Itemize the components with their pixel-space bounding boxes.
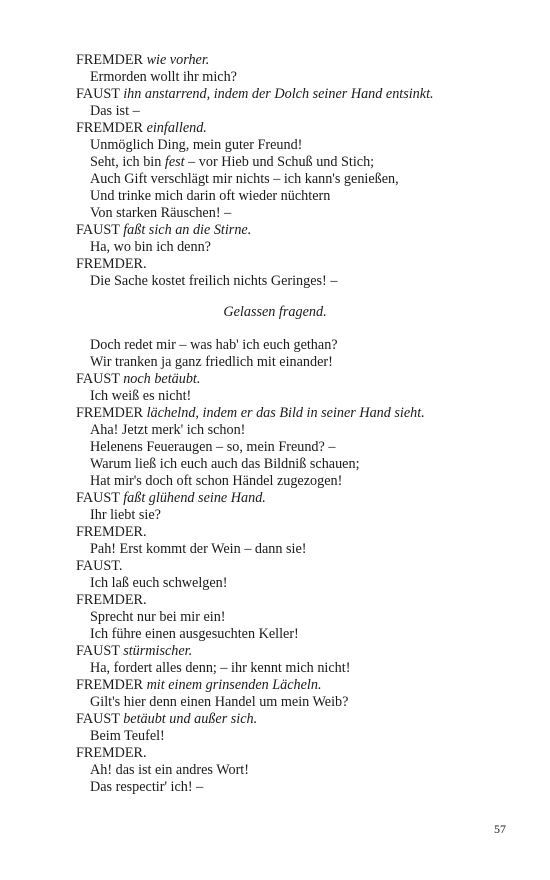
- page-number: 57: [494, 822, 506, 836]
- verse-line: Und trinke mich darin oft wieder nüchtern: [90, 188, 331, 204]
- centered-stage-direction: Gelassen fragend.: [223, 304, 327, 320]
- speaker-line: [76, 711, 257, 728]
- speaker-line: [76, 86, 434, 103]
- verse-line: Ihr liebt sie?: [90, 507, 161, 523]
- stage-direction: ihn anstarrend, indem der Dolch seiner Hand entsinkt.: [123, 86, 434, 102]
- speaker-name: FREMDER: [76, 405, 144, 421]
- verse-line: Das respectir' ich! –: [90, 779, 204, 795]
- speaker-name: FAUST: [76, 86, 120, 102]
- verse-line: Ha, fordert alles denn; – ihr kennt mich nicht!: [90, 660, 351, 676]
- speaker-name: FREMDER: [76, 677, 144, 693]
- speaker-line: [76, 558, 122, 575]
- speaker-line: [76, 222, 251, 239]
- speaker-name: FAUST: [76, 643, 120, 659]
- verse-line: Ermorden wollt ihr mich?: [90, 69, 237, 85]
- verse-line: Die Sache kostet freilich nichts Geringes! –: [90, 273, 338, 289]
- verse-line: Doch redet mir – was hab' ich euch gethan?: [90, 337, 338, 353]
- verse-text: – vor Hieb und Schuß und Stich;: [184, 154, 375, 170]
- stage-direction: wie vorher.: [146, 52, 210, 68]
- speaker-name: FREMDER.: [76, 592, 147, 608]
- speaker-line: [76, 592, 147, 609]
- stage-direction: noch betäubt.: [123, 371, 201, 387]
- stage-direction: stürmischer.: [123, 643, 193, 659]
- stage-direction: mit einem grinsenden Lächeln.: [146, 677, 322, 693]
- speaker-line: [76, 490, 266, 507]
- speaker-name: FAUST: [76, 490, 120, 506]
- emphasized-word: fest: [164, 154, 185, 170]
- verse-line: Ich weiß es nicht!: [90, 388, 192, 404]
- speaker-line: [76, 745, 147, 762]
- stage-direction: einfallend.: [146, 120, 207, 136]
- speaker-line: [76, 52, 209, 69]
- verse-text: Seht, ich bin: [90, 154, 165, 170]
- speaker-name: FREMDER: [76, 52, 144, 68]
- verse-line: Warum ließ ich euch auch das Bildniß schauen;: [90, 456, 360, 472]
- stage-direction: betäubt und außer sich.: [123, 711, 258, 727]
- verse-line: Wir tranken ja ganz friedlich mit einander!: [90, 354, 333, 370]
- speaker-line: [76, 256, 147, 273]
- speaker-line: [76, 120, 207, 137]
- verse-line: Ich laß euch schwelgen!: [90, 575, 228, 591]
- stage-direction: faßt sich an die Stirne.: [123, 222, 252, 238]
- verse-line: Ha, wo bin ich denn?: [90, 239, 211, 255]
- speaker-name: FAUST: [76, 222, 120, 238]
- speaker-name: FREMDER.: [76, 256, 147, 272]
- verse-line: Pah! Erst kommt der Wein – dann sie!: [90, 541, 307, 557]
- speaker-name: FAUST: [76, 711, 120, 727]
- verse-line: Hat mir's doch oft schon Händel zugezogen!: [90, 473, 343, 489]
- verse-line: Gilt's hier denn einen Handel um mein Weib?: [90, 694, 349, 710]
- verse-line: Helenens Feueraugen – so, mein Freund? –: [90, 439, 336, 455]
- speaker-name: FAUST.: [76, 558, 123, 574]
- verse-line: Unmöglich Ding, mein guter Freund!: [90, 137, 303, 153]
- verse-line: Auch Gift verschlägt mir nichts – ich kann's genießen,: [90, 171, 399, 187]
- stage-direction: faßt glühend seine Hand.: [123, 490, 266, 506]
- verse-line: Aha! Jetzt merk' ich schon!: [90, 422, 246, 438]
- verse-line: Das ist –: [90, 103, 140, 119]
- speaker-name: FREMDER.: [76, 524, 147, 540]
- speaker-name: FREMDER: [76, 120, 144, 136]
- speaker-line: [76, 677, 322, 694]
- speaker-line: [76, 524, 147, 541]
- verse-line: Von starken Räuschen! –: [90, 205, 232, 221]
- verse-line: [90, 154, 374, 171]
- verse-line: Ah! das ist ein andres Wort!: [90, 762, 249, 778]
- speaker-name: FAUST: [76, 371, 120, 387]
- verse-line: Ich führe einen ausgesuchten Keller!: [90, 626, 299, 642]
- speaker-name: FREMDER.: [76, 745, 147, 761]
- speaker-line: [76, 405, 425, 422]
- speaker-line: [76, 371, 200, 388]
- verse-line: Beim Teufel!: [90, 728, 165, 744]
- speaker-line: [76, 643, 192, 660]
- verse-line: Sprecht nur bei mir ein!: [90, 609, 226, 625]
- stage-direction: lächelnd, indem er das Bild in seiner Hand sieht.: [146, 405, 425, 421]
